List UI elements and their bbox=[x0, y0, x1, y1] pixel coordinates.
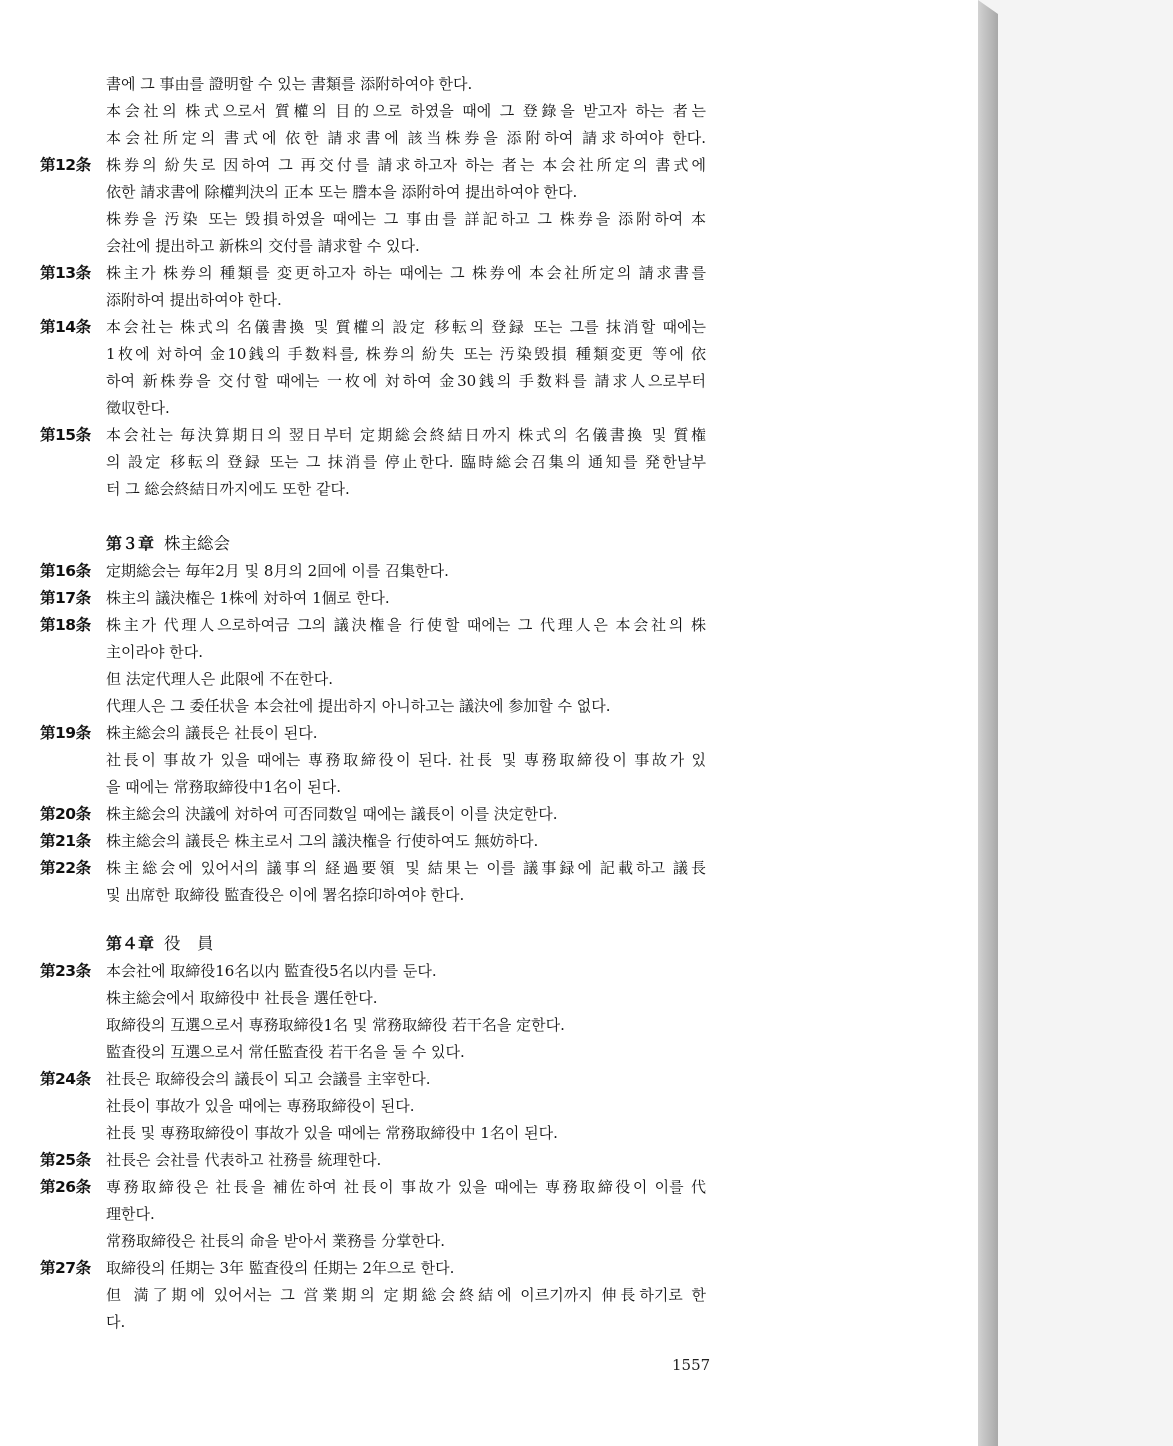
text-line bbox=[0, 986, 978, 1010]
chapter-number: 第３章 bbox=[106, 534, 155, 553]
article-number: 第20条 bbox=[40, 805, 91, 823]
article-text: 理한다. bbox=[106, 1205, 155, 1223]
article-line bbox=[0, 1148, 978, 1172]
chapter-name: 株主総会 bbox=[164, 534, 231, 553]
article-text: 社長 및 専務取締役이 事故가 있을 때에는 常務取締役中 1名이 된다. bbox=[106, 1124, 558, 1142]
article-line bbox=[0, 315, 978, 339]
text-line bbox=[0, 72, 978, 96]
article-text: 依한 請求書에 除權判決의 正本 또는 謄本을 添附하여 提出하여야 한다. bbox=[106, 183, 578, 201]
text-line bbox=[0, 1202, 978, 1226]
article-text: 本会社는 株式의 名儀書換 및 質權의 設定 移転의 登録 또는 그를 抹消할 때에는 bbox=[106, 318, 706, 336]
article-text: 取締役의 互選으로서 専務取締役1名 및 常務取締役 若干名을 定한다. bbox=[106, 1016, 565, 1034]
text-line bbox=[0, 883, 978, 907]
article-number: 第17条 bbox=[40, 589, 91, 607]
article-line bbox=[0, 802, 978, 826]
article-line bbox=[0, 721, 978, 745]
text-line bbox=[0, 180, 978, 204]
article-line bbox=[0, 1067, 978, 1091]
article-text: 株主総会의 議長은 株主로서 그의 議決権을 行使하여도 無妨하다. bbox=[106, 832, 539, 850]
article-text: 書에 그 事由를 證明할 수 있는 書類를 添附하여야 한다. bbox=[106, 75, 473, 93]
article-text: 本会社의 株式으로서 質權의 目的으로 하였을 때에 그 登錄을 받고자 하는 者는 bbox=[106, 102, 706, 120]
article-text: 株主総会의 決議에 対하여 可否同数일 때에는 議長이 이를 決定한다. bbox=[106, 805, 558, 823]
text-line bbox=[0, 640, 978, 664]
article-text: 社長이 事故가 있을 때에는 専務取締役이 된다. bbox=[106, 1097, 415, 1115]
article-number: 第22条 bbox=[40, 859, 91, 877]
article-number: 第26条 bbox=[40, 1178, 91, 1196]
chapter-heading bbox=[0, 932, 978, 956]
article-number: 第18条 bbox=[40, 616, 91, 634]
text-line bbox=[0, 694, 978, 718]
article-number: 第12条 bbox=[40, 156, 91, 174]
text-line bbox=[0, 775, 978, 799]
article-text: 株券의 紛失로 因하여 그 再交付를 請求하고자 하는 者는 本会社所定의 書式에 bbox=[106, 156, 706, 174]
text-line bbox=[0, 288, 978, 312]
article-number: 第24条 bbox=[40, 1070, 91, 1088]
article-text: 社長이 事故가 있을 때에는 専務取締役이 된다. 社長 및 専務取締役이 事故가 있 bbox=[106, 751, 706, 769]
article-line bbox=[0, 153, 978, 177]
article-line bbox=[0, 959, 978, 983]
article-text: 監査役의 互選으로서 常任監査役 若干名을 둘 수 있다. bbox=[106, 1043, 465, 1061]
text-line bbox=[0, 207, 978, 231]
article-number: 第15条 bbox=[40, 426, 91, 444]
text-line bbox=[0, 1229, 978, 1253]
text-line bbox=[0, 450, 978, 474]
article-number: 第21条 bbox=[40, 832, 91, 850]
article-number: 第19条 bbox=[40, 724, 91, 742]
article-text: 徵収한다. bbox=[106, 399, 170, 417]
article-line bbox=[0, 613, 978, 637]
article-text: 定期総会는 毎年2月 및 8月의 2回에 이를 召集한다. bbox=[106, 562, 449, 580]
text-line bbox=[0, 667, 978, 691]
text-line bbox=[0, 234, 978, 258]
article-line bbox=[0, 856, 978, 880]
text-line bbox=[0, 99, 978, 123]
article-text: 株主가 株券의 種類를 変更하고자 하는 때에는 그 株券에 本会社所定의 請求書를 bbox=[106, 264, 706, 282]
article-text: 専務取締役은 社長을 補佐하여 社長이 事故가 있을 때에는 専務取締役이 이를 代 bbox=[106, 1178, 706, 1196]
article-text: 常務取締役은 社長의 命을 받아서 業務를 分掌한다. bbox=[106, 1232, 446, 1250]
text-line bbox=[0, 1310, 978, 1334]
article-text: 株主総会의 議長은 社長이 된다. bbox=[106, 724, 318, 742]
text-line bbox=[0, 1013, 978, 1037]
article-line bbox=[0, 1256, 978, 1280]
article-number: 第23条 bbox=[40, 962, 91, 980]
article-text: 을 때에는 常務取締役中1名이 된다. bbox=[106, 778, 342, 796]
article-text: 1枚에 対하여 金10銭의 手数料를, 株券의 紛失 또는 汚染毁損 種類変更 等에 依 bbox=[106, 345, 706, 363]
text-line bbox=[0, 369, 978, 393]
article-text: 但 法定代理人은 此限에 不在한다. bbox=[106, 670, 334, 688]
page-edge-shadow bbox=[978, 0, 998, 1446]
chapter-title bbox=[106, 532, 230, 556]
article-text: 本会社所定의 書式에 依한 請求書에 該当株券을 添附하여 請求하여야 한다. bbox=[106, 129, 706, 147]
text-line bbox=[0, 342, 978, 366]
chapter-heading bbox=[0, 532, 978, 556]
article-text: 社長은 取締役会의 議長이 되고 会議를 主宰한다. bbox=[106, 1070, 431, 1088]
article-line bbox=[0, 261, 978, 285]
article-text: 本会社는 毎決算期日의 翌日부터 定期総会終結日까지 株式의 名儀書換 및 質権 bbox=[106, 426, 706, 444]
article-line bbox=[0, 586, 978, 610]
article-line bbox=[0, 1175, 978, 1199]
article-text: 株主総会에 있어서의 議事의 経過要領 및 結果는 이를 議事録에 記載하고 議長 bbox=[106, 859, 706, 877]
article-number: 第14条 bbox=[40, 318, 91, 336]
article-number: 第25条 bbox=[40, 1151, 91, 1169]
article-number: 第16条 bbox=[40, 562, 91, 580]
article-line bbox=[0, 829, 978, 853]
text-line bbox=[0, 748, 978, 772]
article-text: 의 設定 移転의 登録 또는 그 抹消를 停止한다. 臨時総会召集의 通知를 発한날부 bbox=[106, 453, 706, 471]
article-text: 社長은 会社를 代表하고 社務를 統理한다. bbox=[106, 1151, 382, 1169]
article-text: 添附하여 提出하여야 한다. bbox=[106, 291, 282, 309]
text-line bbox=[0, 1040, 978, 1064]
chapter-number: 第４章 bbox=[106, 934, 155, 953]
article-text: 및 出席한 取締役 監査役은 이에 署名捺印하여야 한다. bbox=[106, 886, 465, 904]
article-text: 代理人은 그 委任状을 本会社에 提出하지 아니하고는 議決에 参加할 수 없다. bbox=[106, 697, 611, 715]
article-text: 取締役의 任期는 3年 監査役의 任期는 2年으로 한다. bbox=[106, 1259, 455, 1277]
text-line bbox=[0, 1121, 978, 1145]
article-text: 本会社에 取締役16名以内 監査役5名以内를 둔다. bbox=[106, 962, 437, 980]
chapter-name: 役 員 bbox=[164, 934, 214, 953]
article-text: 株主가 代理人으로하여금 그의 議決権을 行使할 때에는 그 代理人은 本会社의 株 bbox=[106, 616, 706, 634]
article-text: 株主総会에서 取締役中 社長을 選任한다. bbox=[106, 989, 378, 1007]
page-edge-corner bbox=[978, 0, 998, 14]
text-line bbox=[0, 126, 978, 150]
article-line bbox=[0, 423, 978, 447]
text-line bbox=[0, 1283, 978, 1307]
article-text: 株主의 議決権은 1株에 対하여 1個로 한다. bbox=[106, 589, 390, 607]
article-text: 터 그 総会終結日까지에도 또한 같다. bbox=[106, 480, 350, 498]
article-number: 第27条 bbox=[40, 1259, 91, 1277]
article-text: 株券을 汚染 또는 毁損하였을 때에는 그 事由를 詳記하고 그 株券을 添附하여 本 bbox=[106, 210, 706, 228]
article-text: 会社에 提出하고 新株의 交付를 請求할 수 있다. bbox=[106, 237, 420, 255]
article-text: 하여 新株券을 交付할 때에는 一枚에 対하여 金30銭의 手数料를 請求人으로부터 bbox=[106, 372, 706, 390]
chapter-title bbox=[106, 932, 214, 956]
text-line bbox=[0, 1094, 978, 1118]
article-number: 第13条 bbox=[40, 264, 91, 282]
text-line bbox=[0, 396, 978, 420]
text-line bbox=[0, 477, 978, 501]
article-text: 다. bbox=[106, 1313, 126, 1331]
article-text: 但 満了期에 있어서는 그 営業期의 定期総会終結에 이르기까지 伸長하기로 한 bbox=[106, 1286, 706, 1304]
page-number: 1557 bbox=[672, 1356, 711, 1374]
article-text: 主이라야 한다. bbox=[106, 643, 203, 661]
article-line bbox=[0, 559, 978, 583]
